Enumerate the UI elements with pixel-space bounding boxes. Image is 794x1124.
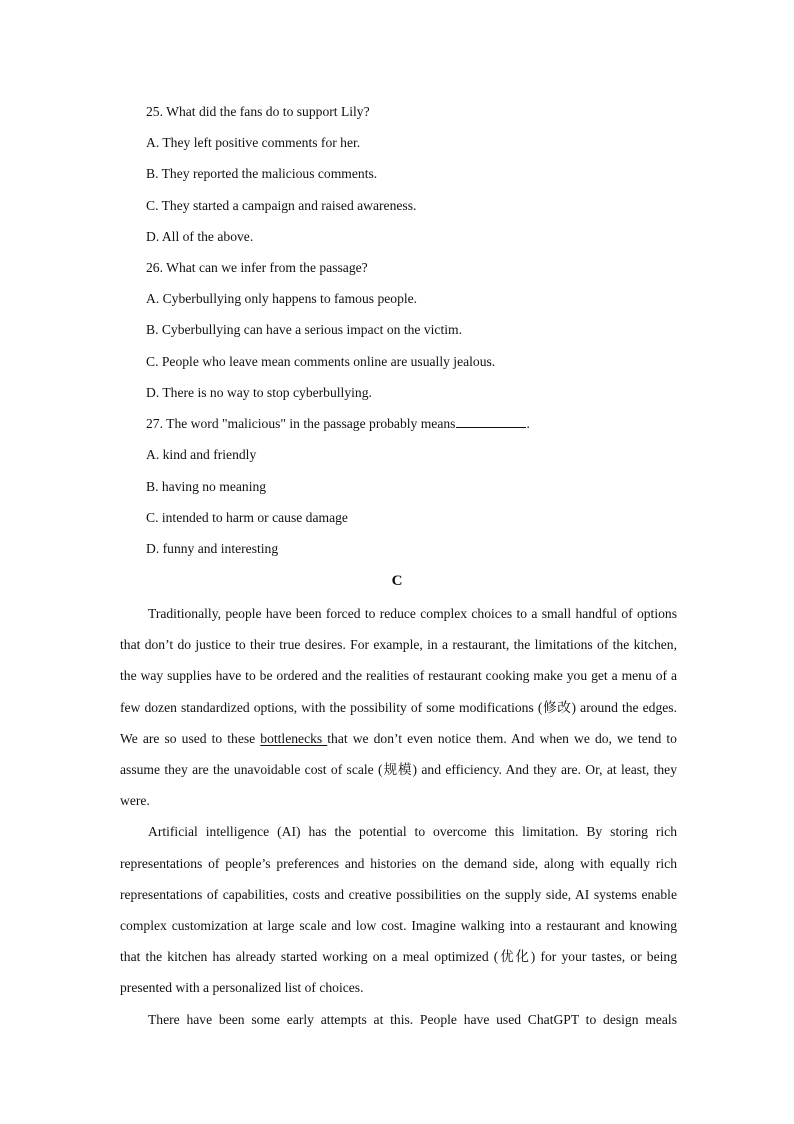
paragraph-1-part-a: Traditionally, people have been forced to reduce complex choices to a small handful of options that don’t do justice to their true desires. For example, in a restaurant, the limitations of the kitchen, the way supplies have to be ordered and the realities of restaurant cooking make you get a menu of a few dozen standardized options, with the possibility of some modifications (修改) around the edges. We are so used to these [120, 606, 677, 746]
answer-blank [456, 414, 526, 428]
reading-passage [120, 598, 677, 1035]
question-line: A. They left positive comments for her. [146, 135, 361, 150]
question-line: B. They reported the malicious comments. [146, 166, 378, 181]
question-27-end: . [526, 416, 530, 431]
question-line: C. They started a campaign and raised awareness. [146, 198, 417, 213]
question-line: A. Cyberbullying only happens to famous people. [146, 291, 418, 306]
question-line: 26. What can we infer from the passage? [146, 260, 368, 275]
underlined-word: bottlenecks [260, 730, 328, 746]
paragraph-3: There have been some early attempts at this. People have used ChatGPT to design meals [148, 1011, 677, 1027]
question-27-text: 27. The word "malicious" in the passage probably means [146, 416, 456, 431]
question-line: B. having no meaning [146, 479, 267, 494]
question-line: D. All of the above. [146, 229, 254, 244]
section-heading: C [391, 573, 403, 589]
question-line: 25. What did the fans do to support Lily? [146, 104, 370, 119]
question-line: C. intended to harm or cause damage [146, 510, 348, 525]
paragraph-2: Artificial intelligence (AI) has the potential to overcome this limitation. By storing rich representations of people’s preferences and histories on the demand side, along with equally rich representations of capabilities, costs and creative possibilities on the supply side, AI systems enable complex customization at large scale and low cost. Imagine walking into a restaurant and knowing that the kitchen has already started working on a meal optimized (优化) for your tastes, or being presented with a personalized list of choices. [120, 824, 677, 996]
question-line: D. funny and interesting [146, 541, 279, 556]
question-line: B. Cyberbullying can have a serious impact on the victim. [146, 322, 462, 337]
question-27 [146, 414, 530, 434]
question-line: C. People who leave mean comments online are usually jealous. [146, 354, 496, 369]
question-line: A. kind and friendly [146, 447, 257, 462]
question-line: D. There is no way to stop cyberbullying. [146, 385, 372, 400]
paragraph-1-part-b: that we don’t even notice them. And when we do, we tend to assume they are the unavoidable cost of scale (规模) and efficiency. And they are. Or, at least, they were. [120, 730, 677, 809]
paragraph-1 [120, 598, 677, 816]
